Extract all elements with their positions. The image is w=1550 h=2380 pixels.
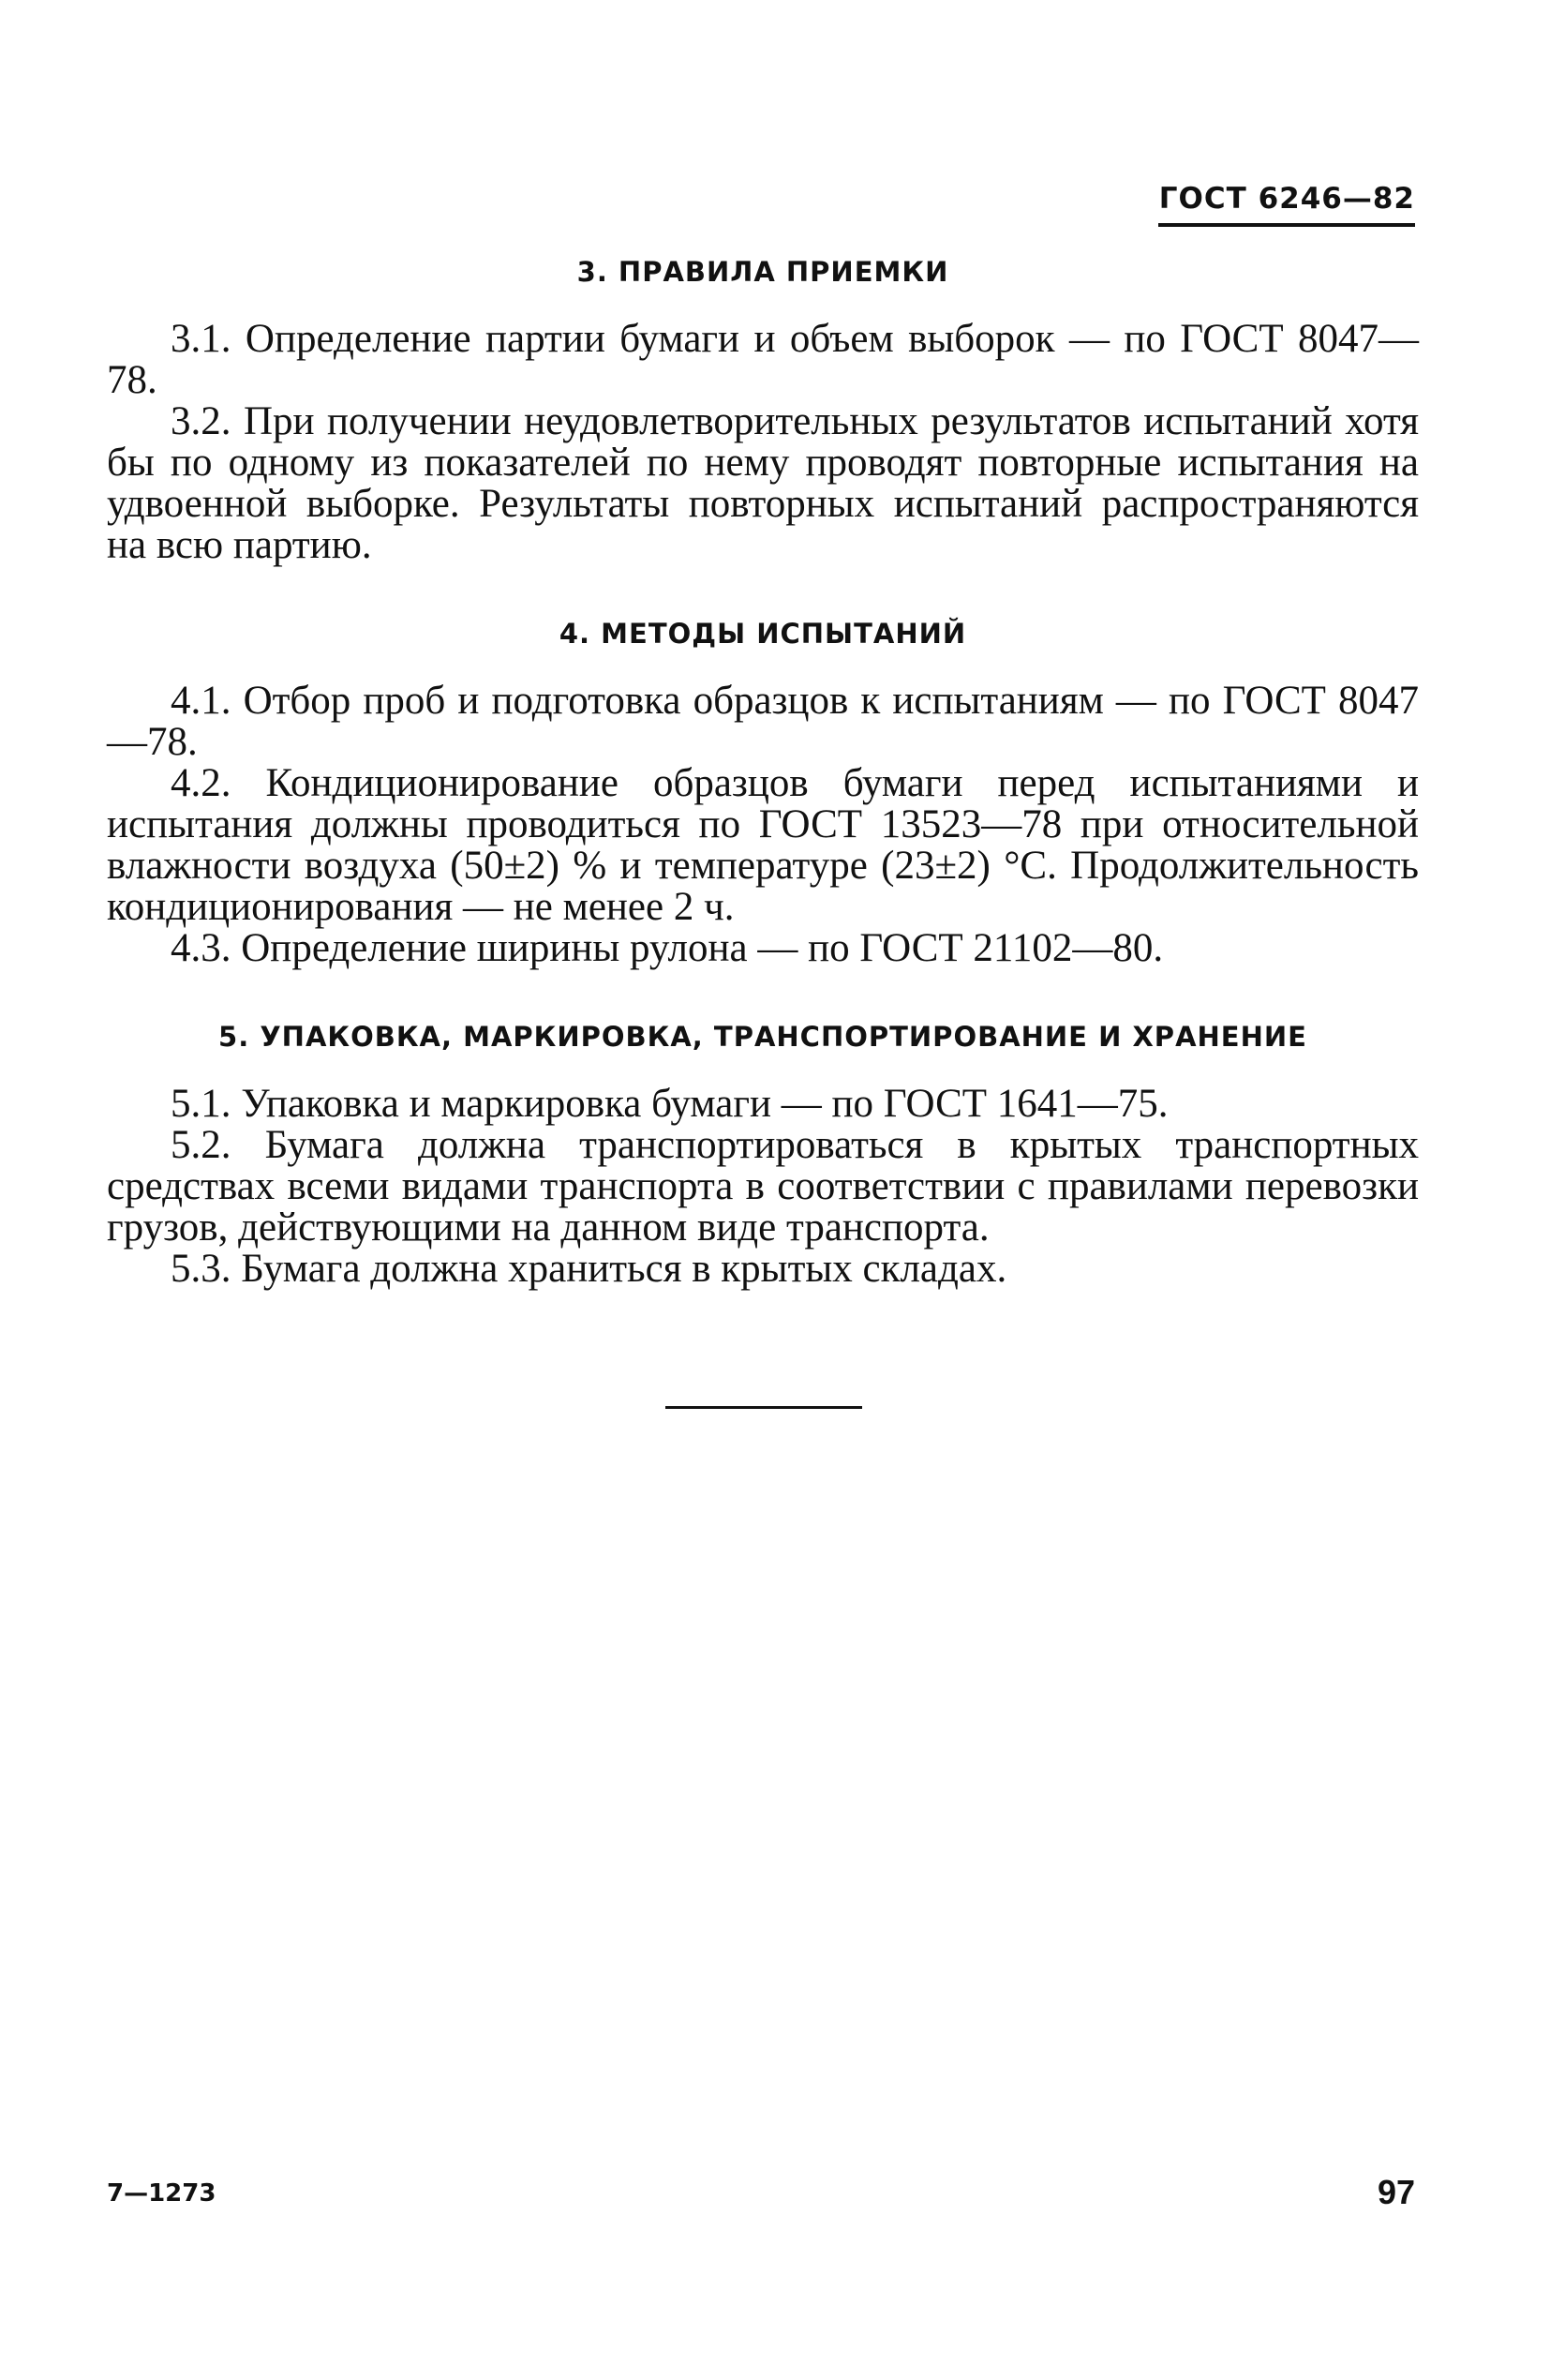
clause-4-1: 4.1. Отбор проб и подготовка образцов к испытаниям — по ГОСТ 8047—78. — [107, 679, 1419, 764]
end-of-text-divider — [665, 1406, 862, 1409]
clause-3-2: 3.2. При получении неудовлетворительных результатов испытаний хотя бы по одному из показателей по нему проводят повторные испытания на удвоенной выборке. Результаты повторных испытаний распространяются на всю партию. — [107, 399, 1419, 567]
section-heading: 4. МЕТОДЫ ИСПЫТАНИЙ — [559, 618, 967, 650]
section-heading: 3. ПРАВИЛА ПРИЕМКИ — [576, 256, 949, 288]
clause-4-2: 4.2. Кондиционирование образцов бумаги перед испытаниями и испытания должны проводиться по ГОСТ 13523—78 при относительной влажности воздуха (50±2) % и температуре (23±2) °С. Продолжительность кондиционирования — не менее 2 ч. — [107, 761, 1419, 929]
print-code: 7—1273 — [107, 2179, 216, 2208]
clause-5-2: 5.2. Бумага должна транспортироваться в крытых транспортных средствах всеми видами транспорта в соответствии с правилами перевозки грузов, действующими на данном виде транспорта. — [107, 1123, 1419, 1250]
clause-4-3: 4.3. Определение ширины рулона — по ГОСТ 21102—80. — [171, 926, 1164, 970]
section-acceptance-rules — [107, 251, 1419, 566]
section-test-methods — [107, 613, 1419, 969]
section-heading: 5. УПАКОВКА, МАРКИРОВКА, ТРАНСПОРТИРОВАНИЕ И ХРАНЕНИЕ — [218, 1021, 1307, 1053]
section-packaging-storage — [107, 1016, 1419, 1290]
document-code: ГОСТ 6246—82 — [1158, 182, 1415, 216]
clause-5-1: 5.1. Упаковка и маркировка бумаги — по ГОСТ 1641—75. — [171, 1082, 1169, 1126]
page-number: 97 — [1377, 2173, 1415, 2211]
clause-5-3: 5.3. Бумага должна храниться в крытых складах. — [171, 1247, 1007, 1291]
clause-3-1: 3.1. Определение партии бумаги и объем выборок — по ГОСТ 8047—78. — [107, 317, 1419, 402]
page-header — [1158, 178, 1415, 227]
document-body — [107, 251, 1419, 1337]
header-underline — [1158, 223, 1415, 227]
